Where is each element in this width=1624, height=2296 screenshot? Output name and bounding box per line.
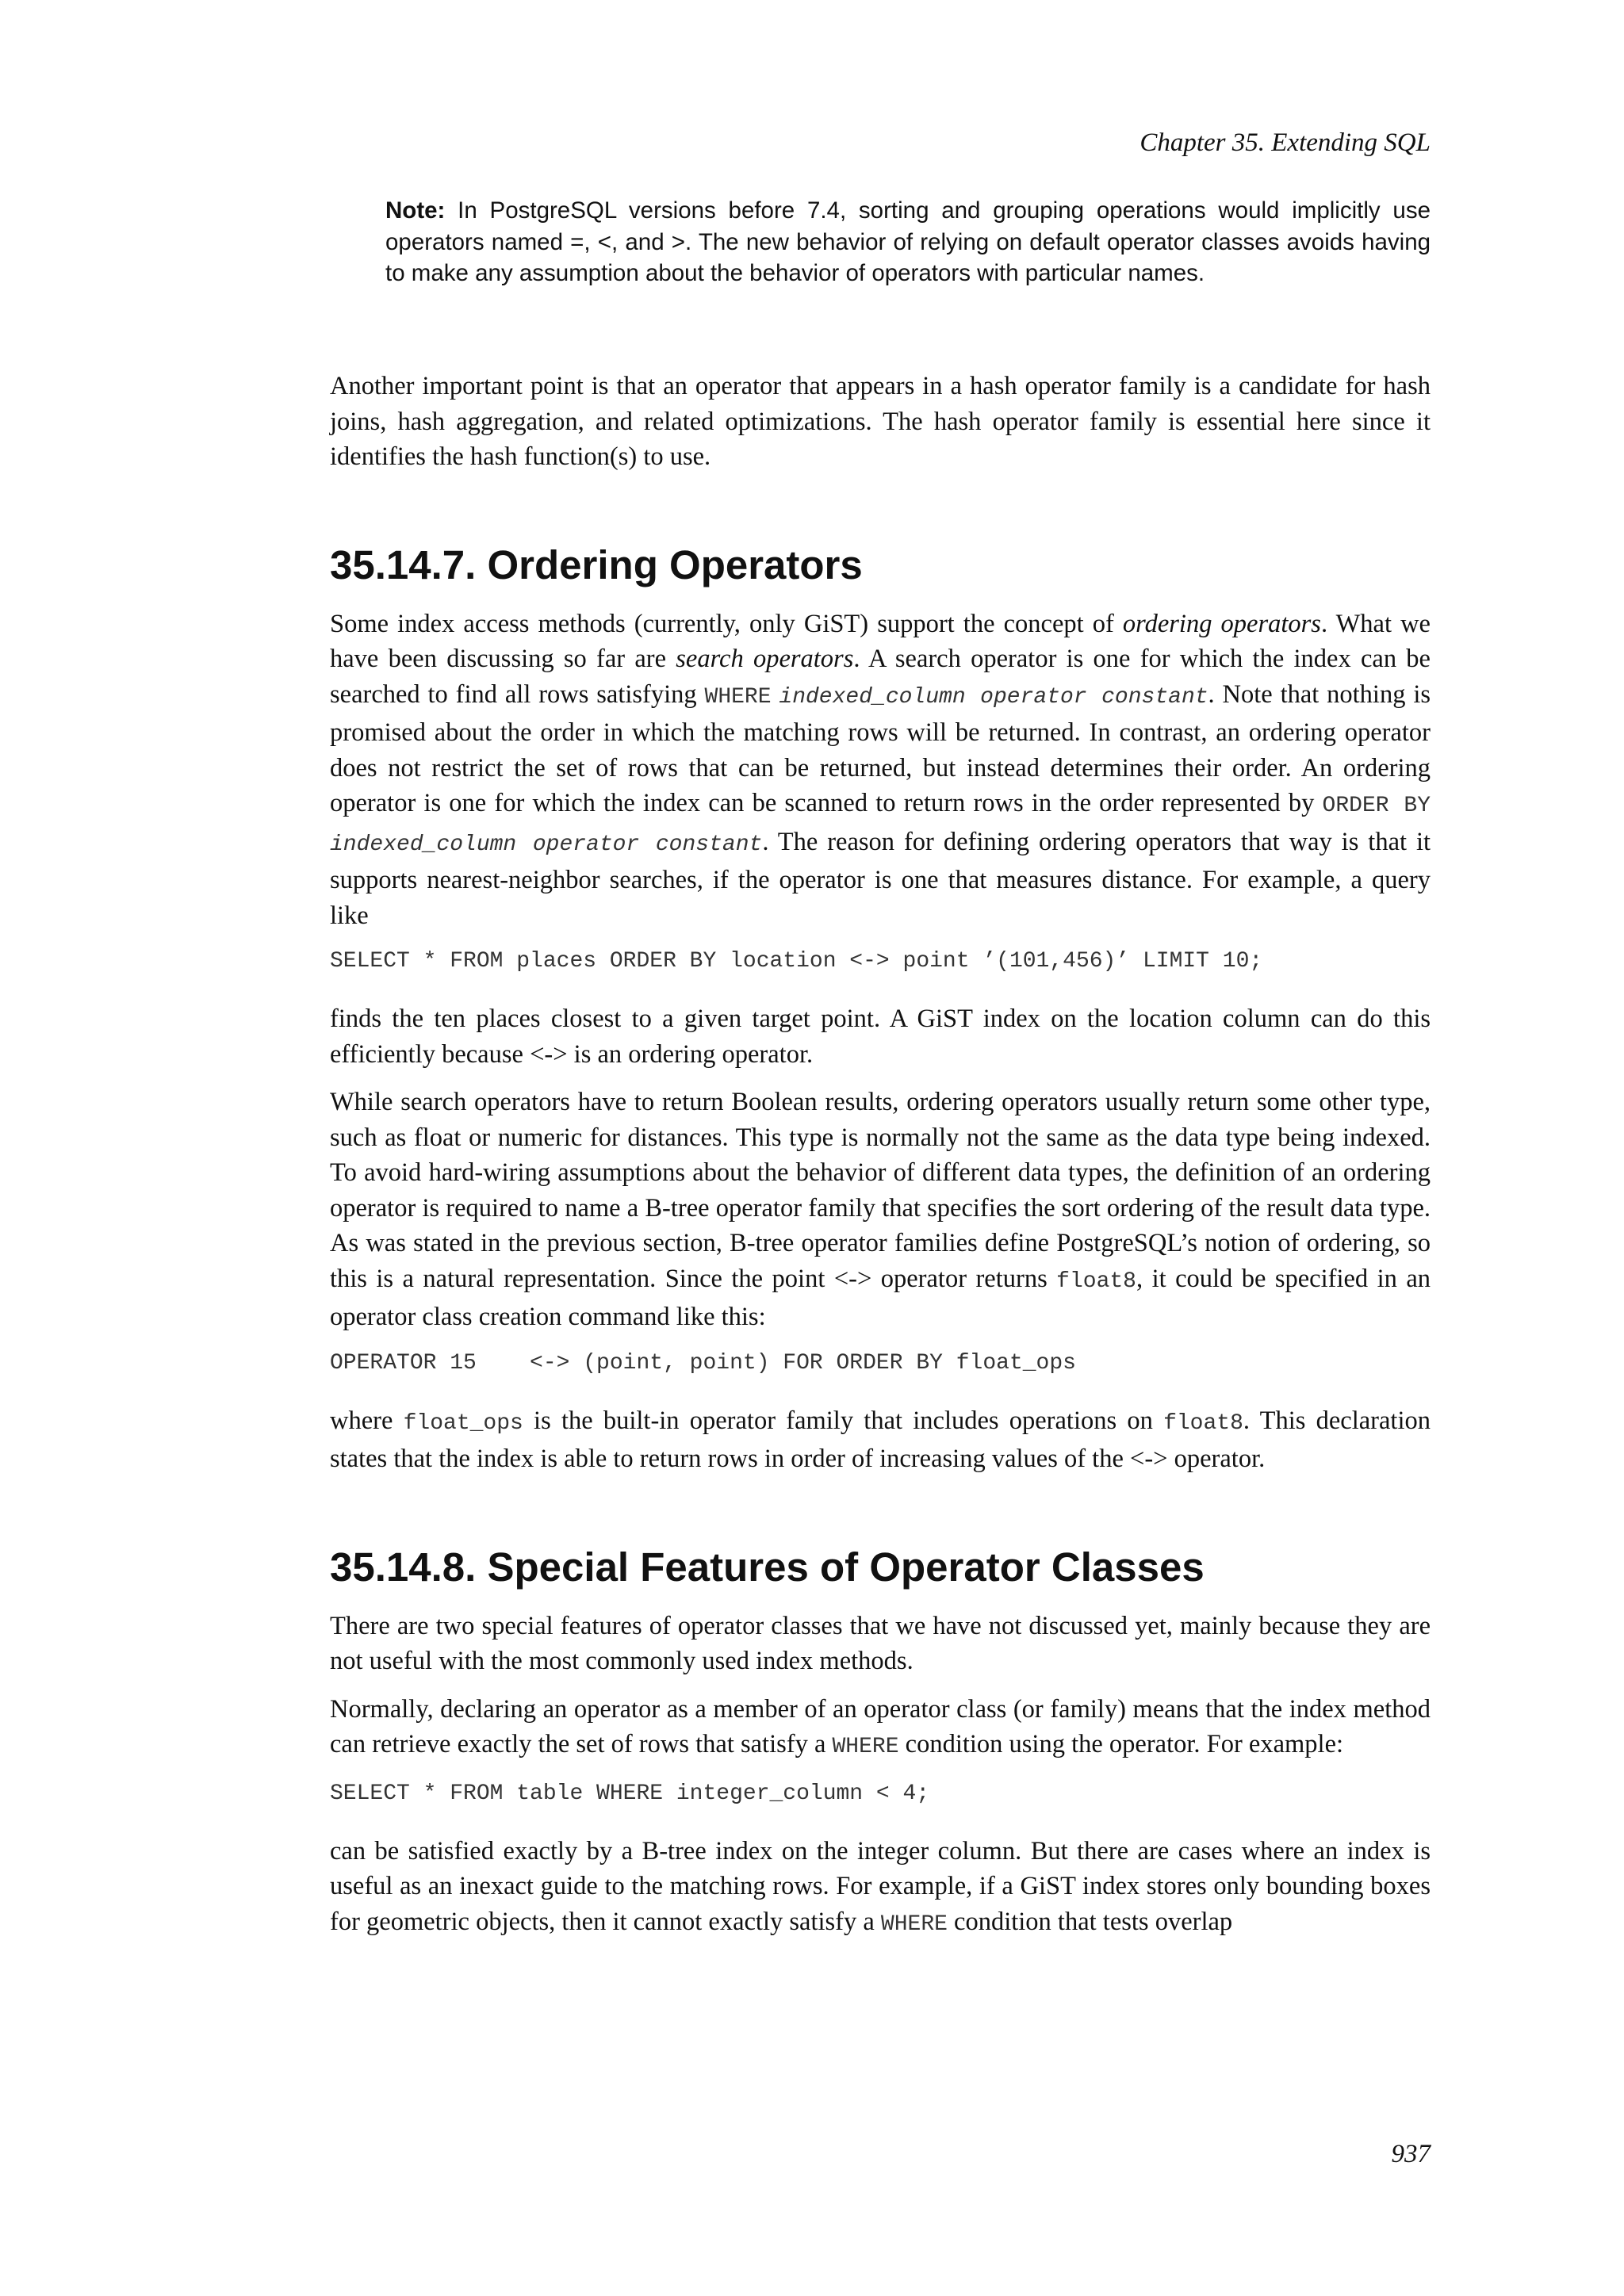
operator-member-paragraph: [330, 1692, 1431, 1766]
emphasis: search operators: [676, 645, 854, 673]
inline-code-italic: indexed_column operator constant: [779, 684, 1208, 710]
text-run: condition using the operator. For example:: [898, 1730, 1344, 1758]
operator-symbol: <->: [1130, 1445, 1168, 1473]
operator-symbol: <: [597, 228, 612, 255]
running-header: Chapter 35. Extending SQL: [1139, 128, 1431, 157]
section-heading-ordering-operators: 35.14.7. Ordering Operators: [330, 541, 863, 587]
note-box: [385, 195, 1431, 289]
operator-symbol: =: [570, 228, 584, 255]
inline-code-italic: indexed_column operator constant: [330, 832, 763, 857]
ordering-intro-paragraph: [330, 607, 1431, 934]
inexact-guide-paragraph: [330, 1834, 1431, 1943]
text-run: . What we have been discussing so far are: [330, 609, 1431, 673]
operator-symbol: <->: [530, 1039, 568, 1069]
float-ops-paragraph: [330, 1403, 1431, 1477]
text-run: operator.: [1167, 1445, 1266, 1473]
text-run: condition that tests overlap: [947, 1907, 1233, 1936]
text-run: is an ordering operator.: [567, 1039, 814, 1069]
operator-symbol: <->: [833, 1264, 872, 1293]
main-content: [330, 369, 1431, 1955]
ordering-example-paragraph: [330, 1001, 1431, 1072]
text-run: is the built-in operator family that includes operations on: [523, 1406, 1164, 1435]
inline-code: WHERE: [880, 1911, 948, 1937]
text-run: . Note that nothing is promised about the order in which the matching rows will be returned. In contrast, an ordering operator does not restrict the set of rows that can be returned, but instead determines their order. An ordering operator is one for which the index can be scanned to return rows in the order represented by: [330, 679, 1431, 817]
text-run: where: [330, 1406, 404, 1435]
hash-paragraph: Another important point is that an operator that appears in a hash operator family is a candidate for hash joins, hash aggregation, and related optimizations. The hash operator family is essential here since it identifies the hash function(s) to use.: [330, 372, 1431, 471]
text-run: Normally, declaring an operator as a member of an operator class (or family) means that the index method can retrieve exactly the set of rows that satisfy a: [330, 1694, 1431, 1758]
text-run: . A search operator is one for which the index can be searched to find all rows satisfying: [330, 645, 1431, 709]
inline-code: float8: [1163, 1410, 1243, 1436]
text-run: can be satisfied exactly by a B-tree index on the integer column. But there are cases where an index is useful as an inexact guide to the matching rows. For example, if a GiST index stores only bounding boxes for geometric objects, then it cannot exactly satisfy a: [330, 1836, 1431, 1936]
text-run: . The reason for defining ordering operators that way is that it supports nearest-neighbor searches, if the operator is one that measures distance. For example, a query like: [330, 827, 1431, 930]
section-heading-special-features: 35.14.8. Special Features of Operator Classes: [330, 1544, 1205, 1590]
code-example-select-places: SELECT * FROM places ORDER BY location <-> point ’(101,456)’ LIMIT 10;: [330, 949, 1263, 974]
inline-code: ORDER BY: [1322, 794, 1431, 818]
text-run: operator returns: [871, 1264, 1057, 1293]
note-text: ,: [584, 228, 598, 255]
text-run: Some index access methods (currently, only GiST) support the concept of: [330, 609, 1123, 638]
emphasis: ordering operators: [1122, 609, 1321, 638]
special-features-intro-paragraph: There are two special features of operator classes that we have not discussed yet, mainly because they are not useful with the most commonly used index methods.: [330, 1611, 1431, 1675]
ordering-types-paragraph: [330, 1085, 1431, 1335]
text-run: . This declaration states that the index is able to return rows in order of increasing values of the: [330, 1406, 1431, 1473]
inline-code: float8: [1056, 1269, 1136, 1294]
text-run: , it could be specified in an operator class creation command like this:: [330, 1264, 1431, 1331]
inline-code: WHERE: [704, 684, 772, 710]
text-run: finds the ten places closest to a given target point. A GiST index on the location column can do this efficiently because: [330, 1004, 1431, 1069]
text-run: While search operators have to return Boolean results, ordering operators usually return some other type, such as float or numeric for distances. This type is normally not the same as the data type being indexed. To avoid hard-wiring assumptions about the behavior of different data types, the definition of an ordering operator is required to name a B-tree operator family that specifies the sort ordering of the result data type. As was stated in the previous section, B-tree operator families define PostgreSQL’s notion of ordering, so this is a natural representation. Since the point: [330, 1088, 1431, 1293]
note-label: Note:: [385, 197, 446, 224]
code-example-operator-class: OPERATOR 15 <-> (point, point) FOR ORDER BY float_ops: [330, 1350, 1076, 1376]
operator-symbol: >: [671, 228, 686, 255]
code-example-select-table: SELECT * FROM table WHERE integer_column < 4;: [330, 1781, 930, 1806]
page-number: 937: [1391, 2140, 1431, 2168]
note-text: . The new behavior of relying on default operator classes avoids having to make any assumption about the behavior of operators with particular names.: [385, 228, 1431, 286]
note-text: , and: [611, 228, 672, 255]
note-text: In PostgreSQL versions before 7.4, sorting and grouping operations would implicitly use operators named: [385, 197, 1431, 255]
inline-code: float_ops: [403, 1410, 523, 1436]
inline-code: WHERE: [832, 1735, 899, 1759]
